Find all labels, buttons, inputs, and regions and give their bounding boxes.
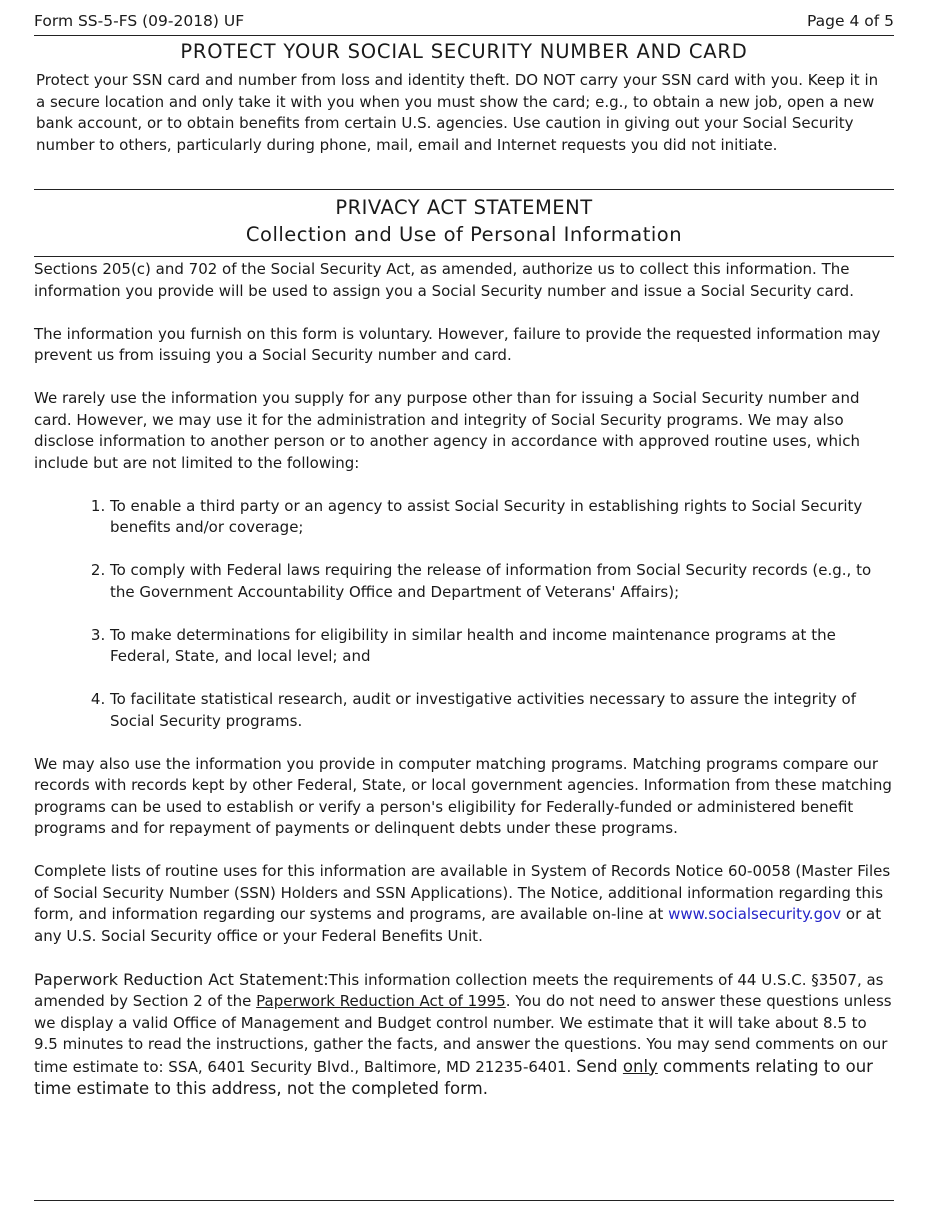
matching-programs-paragraph: We may also use the information you provide in computer matching programs. Matching programs compare our records with records kept by other Federal, State, or local government agencies. Information from these matching programs can be used to establish or verify a person's eligibility for Federally-funded or administered benefit programs and for repayment of payments or delinquent debts under these programs. [34,754,892,837]
form-id: Form SS-5-FS (09-2018) UF [34,12,245,30]
paperwork-reduction-paragraph [34,969,894,1101]
paperwork-send: Send [576,1056,623,1076]
routine-uses-paragraph [34,861,894,947]
paperwork-text-3: comments relating to our time estimate to this address, not the completed form. [34,1056,873,1098]
page-header [34,9,894,36]
page-number: Page 4 of 5 [807,12,894,30]
divider [34,256,894,257]
privacy-act-heading [34,194,894,248]
privacy-act-title: PRIVACY ACT STATEMENT [335,196,593,219]
protect-ssn-heading: PROTECT YOUR SOCIAL SECURITY NUMBER AND CARD [180,40,748,63]
use-paragraph: We rarely use the information you supply for any purpose other than for issuing a Social Security number and card. However, we may use it for the administration and integrity of Social Security programs. We may also disclose information to another person or to another agency in accordance with approved routine uses, which include but are not limited to the following: [34,389,860,472]
list-item: 3. To make determinations for eligibility in similar health and income maintenance programs at the Federal, State, and local level; and [110,625,894,668]
divider [34,189,894,190]
privacy-act-body [34,259,894,1122]
list-item: 2. To comply with Federal laws requiring the release of information from Social Security records (e.g., to the Government Accountability Office and Department of Veterans' Affairs); [110,560,894,603]
list-item: 4. To facilitate statistical research, audit or investigative activities necessary to assure the integrity of Social Security programs. [110,689,894,732]
voluntary-paragraph: The information you furnish on this form is voluntary. However, failure to provide the requested information may prevent us from issuing you a Social Security number and card. [34,324,881,364]
paperwork-text-2: . You do not need to answer these questions unless we display a valid Office of Management and Budget control number. We estimate that it will take about 8.5 to 9.5 minutes to read the instructions, gather the facts, and answer the questions. You may send comments on our time estimate to: SSA, 6401 Security Blvd., Baltimore, MD 21235-6401. [34,992,892,1076]
list-item: 1. To enable a third party or an agency to assist Social Security in establishing rights to Social Security benefits and/or coverage; [110,496,894,539]
paperwork-act-reference: Paperwork Reduction Act of 1995 [256,992,506,1010]
protect-ssn-text: Protect your SSN card and number from loss and identity theft. DO NOT carry your SSN card with you. Keep it in a secure location and only take it with you when you must show the card; e.g., to obtain a new job, open a new bank account, or to obtain benefits from certain U.S. agencies. Use caution in giving out your Social Security number to others, particularly during phone, mail, email and Internet requests you did not initiate. [36,71,879,154]
paperwork-reduction-label: Paperwork Reduction Act Statement: [34,969,329,989]
footer-divider [34,1200,894,1201]
routine-uses-list [34,496,894,733]
paperwork-text: This information collection meets the requirements of 44 U.S.C. §3507, as amended by Section 2 of the [34,970,884,1010]
authority-paragraph: Sections 205(c) and 702 of the Social Security Act, as amended, authorize us to collect this information. The information you provide will be used to assign you a Social Security number and issue a Social Security card. [34,260,854,300]
routine-uses-text: Complete lists of routine uses for this information are available in System of Records Notice 60-0058 (Master Files of Social Security Number (SSN) Holders and SSN Applications). The Notice, additional information regarding this form, and information regarding our systems and programs, are available on-line at [34,862,891,923]
paperwork-only: only [622,1056,658,1076]
privacy-act-subtitle: Collection and Use of Personal Information [245,223,683,246]
routine-uses-text-end: or at any U.S. Social Security office or your Federal Benefits Unit. [34,905,882,945]
ssa-website-link[interactable]: www.socialsecurity.gov [668,905,842,923]
